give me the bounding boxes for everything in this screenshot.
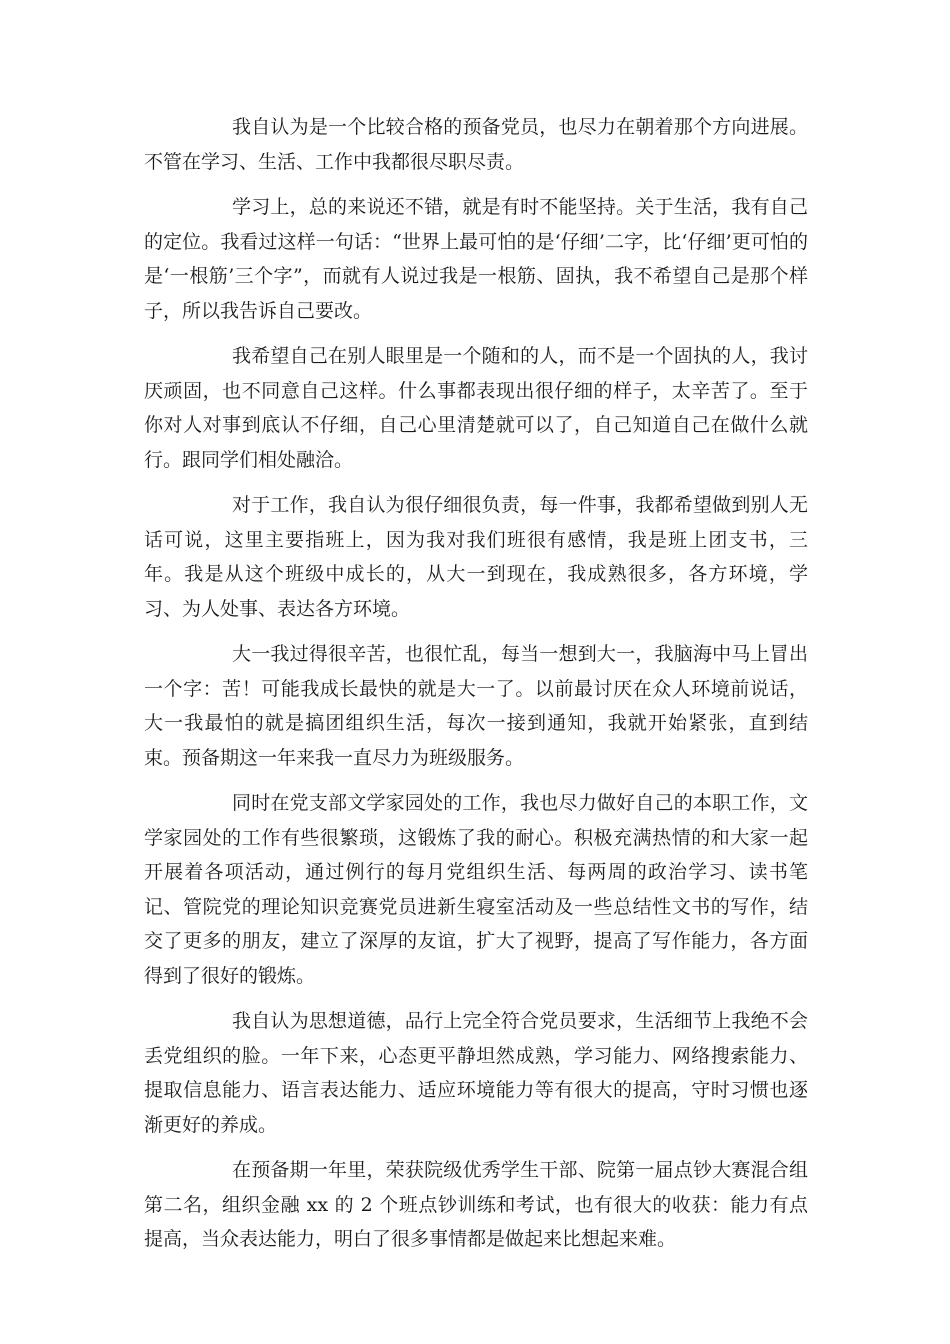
paragraph-4: 对于工作，我自认为很仔细很负责，每一件事，我都希望做到别人无话可说，这里主要指班上，因为我对我们班很有感情，我是班上团支书，三年。我是从这个班级中成长的，从大一到现在，我成熟很多，各方环境，学习、为人处事、表达各方环境。 — [144, 494, 808, 620]
paragraph-7: 我自认为思想道德，品行上完全符合党员要求，生活细节上我绝不会丢党组织的脸。一年下来，心态更平静坦然成熟，学习能力、网络搜索能力、提取信息能力、语言表达能力、适应环境能力等有很大的提高，守时习惯也逐渐更好的养成。 — [144, 1010, 808, 1136]
paragraph-6: 同时在党支部文学家园处的工作，我也尽力做好自己的本职工作，文学家园处的工作有些很繁琐，这锻炼了我的耐心。积极充满热情的和大家一起开展着各项活动，通过例行的每月党组织生活、每两周的政治学习、读书笔记、管院党的理论知识竞赛党员进新生寝室活动及一些总结性文书的写作，结交了更多的朋友，建立了深厚的友谊，扩大了视野，提高了写作能力，各方面得到了很好的锻炼。 — [144, 792, 808, 987]
paragraph-2: 学习上，总的来说还不错，就是有时不能坚持。关于生活，我有自己的定位。我看过这样一句话：“世界上最可怕的是‘仔细’二字，比‘仔细’更可怕的是‘一根筋’三个字”，而就有人说过我是一根筋、固执，我不希望自己是那个样子，所以我告诉自己要改。 — [144, 196, 808, 322]
paragraph-1: 我自认为是一个比较合格的预备党员，也尽力在朝着那个方向进展。不管在学习、生活、工作中我都很尽职尽责。 — [144, 116, 808, 173]
document-body — [144, 110, 808, 1268]
paragraph-8: 在预备期一年里，荣获院级优秀学生干部、院第一届点钞大赛混合组第二名，组织金融 xx 的 2 个班点钞训练和考试，也有很大的收获：能力有点提高，当众表达能力，明白了很多事情都是做起来比想起来难。 — [144, 1159, 808, 1250]
paragraph-5: 大一我过得很辛苦，也很忙乱，每当一想到大一，我脑海中马上冒出一个字：苦！可能我成长最快的就是大一了。以前最讨厌在众人环境前说话，大一我最怕的就是搞团组织生活，每次一接到通知，我就开始紧张，直到结束。预备期这一年来我一直尽力为班级服务。 — [144, 643, 808, 769]
paragraph-3: 我希望自己在别人眼里是一个随和的人，而不是一个固执的人，我讨厌顽固，也不同意自己这样。什么事都表现出很仔细的样子，太辛苦了。至于你对人对事到底认不仔细，自己心里清楚就可以了，自己知道自己在做什么就行。跟同学们相处融洽。 — [144, 345, 808, 471]
